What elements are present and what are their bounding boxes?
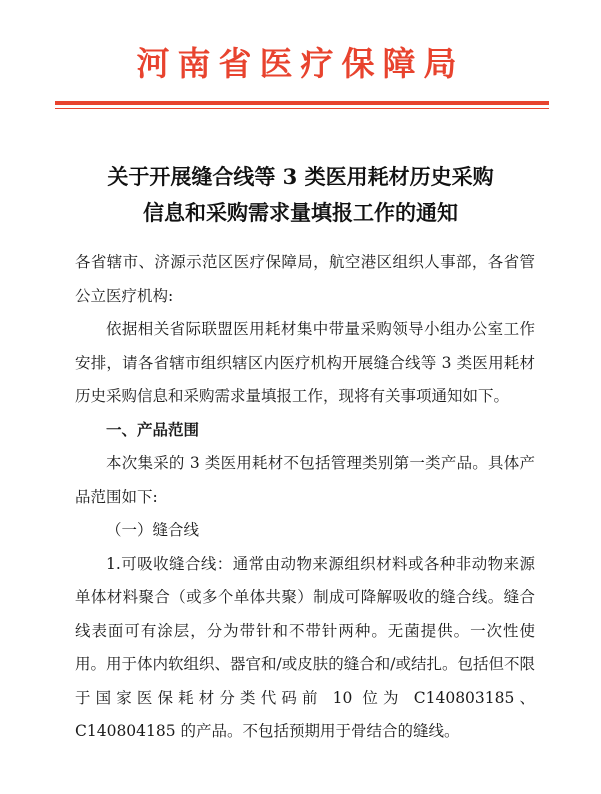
header-divider-thick: [55, 101, 549, 105]
issuing-authority-header: 河南省医疗保障局: [136, 44, 465, 83]
section-paragraph-product-scope: 本次集采的 3 类医用耗材不包括管理类别第一类产品。具体产品范围如下:: [75, 454, 535, 506]
section-heading-product-scope: 一、产品范围: [106, 420, 200, 439]
notice-body: [75, 246, 535, 749]
intro-paragraph: 依据相关省际联盟医用耗材集中带量采购领导小组办公室工作安排，请各省辖市组织辖区内医疗机构开展缝合线等 3 类医用耗材历史采购信息和采购需求量填报工作，现将有关事项通知如下。: [75, 320, 535, 405]
subsection-heading-sutures: （一）缝合线: [106, 521, 200, 539]
item-paragraph-absorbable-sutures: 1.可吸收缝合线：通常由动物来源组织材料或各种非动物来源单体材料聚合（或多个单体共聚）制成可降解吸收的缝合线。缝合线表面可有涂层，分为带针和不带针两种。无菌提供。一次性使用。用于体内软组织、器官和/或皮肤的缝合和/或结扎。包括但不限于国家医保耗材分类代码前 10 位为 C140803185、C140804185 的产品。不包括预期用于骨结合的缝线。: [75, 554, 535, 740]
header-divider-thin: [55, 108, 549, 109]
salutation: 各省辖市、济源示范区医疗保障局，航空港区组织人事部，各省管公立医疗机构:: [75, 253, 535, 305]
notice-title-line-1: 关于开展缝合线等 3 类医用耗材历史采购: [107, 164, 494, 189]
notice-title-line-2: 信息和采购需求量填报工作的通知: [143, 200, 458, 225]
